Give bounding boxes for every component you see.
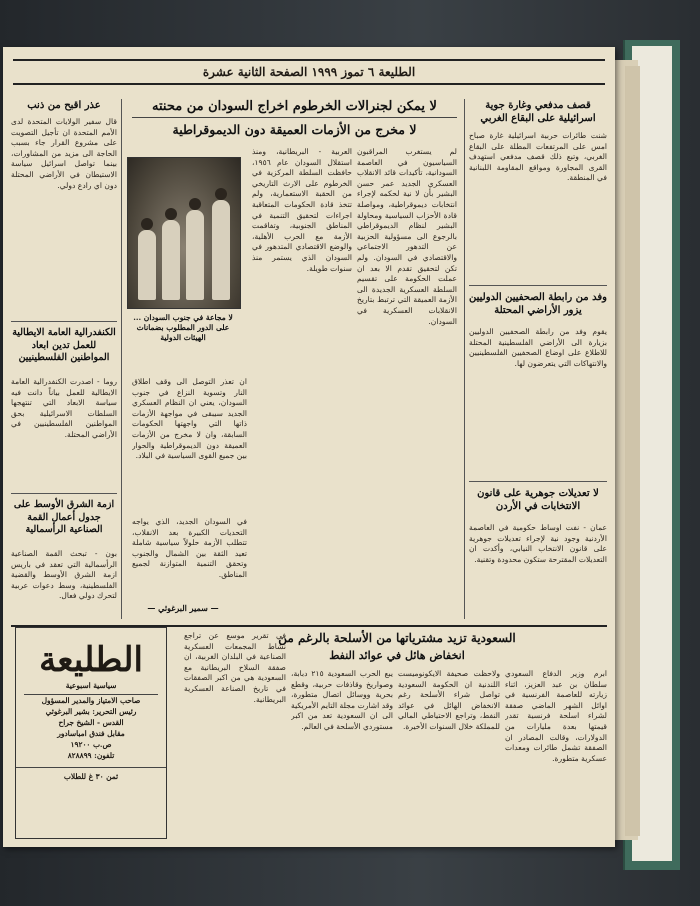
main-column-4: في السودان الجديد، الذي يواجه التحديات الكبيرة بعد الانقلاب، تتطلب الأزمة حلولاً سياسية شاملة تعيد الثقة بين الشمال والجنوب وتحقق التنمية المتوازنة لجميع المناطق. bbox=[132, 517, 247, 579]
article-rule bbox=[11, 493, 117, 494]
bottom-headline: السعودية تزيد مشترياتها من الأسلحة بالرغم من bbox=[278, 631, 516, 645]
column-rule bbox=[464, 99, 465, 619]
imprint-line: تلفون: ٨٢٨٨٩٩ bbox=[67, 751, 115, 760]
bottom-column-1: ابرم وزير الدفاع السعودي سلطان بن عبد العزيز، اثناء زيارته للعاصمة الفرنسية في اوائل الشهر الماضي صفقة لشراء اسلحة فرنسية تقدر قيمتها بعدة مليارات من الدولارات، وقالت المصادر ان الصفقة تشمل طائرات ومعدات عسكرية متطورة. bbox=[505, 669, 607, 763]
right-headline-3: لا تعديلات جوهرية على قانون الانتخابات في الأردن bbox=[477, 488, 599, 512]
right-article-3: عمان - نفت اوساط حكومية في العاصمة الأردنية وجود نية لإجراء تعديلات جوهرية على قانون الانتخاب النيابي، وأكدت ان التعديلات المقترحة ستكون محدودة وتقنية. bbox=[469, 523, 607, 564]
main-column-3: ان تعذر التوصل الى وقف اطلاق النار وتسوية النزاع في جنوب السودان، يعني ان النظام العسكري الجديد سيبقى في مواجهة الأزمات ذاتها التي واجهتها الحكومات السابقة، وان لا مخرج من الأزمات العميقة دون الديموقراطية والحوار بين جميع القوى السياسية في البلاد. bbox=[132, 377, 247, 461]
photo-figure bbox=[212, 200, 230, 300]
main-subheadline: لا مخرج من الأزمات العميقة دون الديموقراطية bbox=[172, 122, 417, 137]
article-rule bbox=[469, 285, 607, 286]
left-headline-3: ازمة الشرق الأوسط على جدول أعمال القمة الصناعية الرأسمالية bbox=[13, 499, 115, 535]
news-photo bbox=[127, 157, 241, 309]
left-article-1: قال سفير الولايات المتحدة لدى الأمم المتحدة ان تأجيل التصويت على مشروع القرار جاء بسبب الحاجة الى مزيد من المشاورات، بينما تواصل اسرائيل سياسة الاستيطان في الأراضي المحتلة دون اي رادع دولي. bbox=[11, 117, 117, 190]
photo-figure bbox=[186, 210, 204, 300]
article-author: — سمير البرغوثي — bbox=[147, 603, 219, 613]
main-column-1: لم يستغرب المراقبون السياسيون في العاصمة السودانية، تأكيدات قائد الانقلاب العسكري الجديد عمر حسن البشير بأن لا نية لحكمه لإجراء انتخابات ديموقراطية، ومواصلة قادة الأحزاب السياسية ومحاولة البشير لنظام الديموقراطي بالرجوع الى مسؤولية الحزبية عن التدهور الاجتماعي والاقتصادي في السودان. ولم تكن لتحقيق تقدم الا بعد ان عملت الحكومة على تقسيم السلطة العسكرية الجديدة الى الأزمة العميقة التي ترتبط بتاريخ الانقلابات العسكرية في السودان. bbox=[357, 147, 457, 326]
main-column-2: العربية - البريطانية، ومنذ استقلال السودان عام ١٩٥٦، حافظت السلطة المركزية في الخرطوم على الارث التاريخي من الحقبة الاستعمارية، ولم تتخذ قادة الحكومات المتعاقبة اجراءات لتحقيق التنمية في المناطق الجنوبية، وتفاقمت الأزمة مع الحرب الأهلية، والوضع الاقتصادي المتدهور في السودان الذي يستمر منذ سنوات طويلة. bbox=[252, 147, 352, 273]
article-rule bbox=[11, 321, 117, 322]
imprint-line: رئيس التحرير: بشير البرغوثي bbox=[45, 707, 137, 716]
page-stack-edge-inner bbox=[625, 66, 640, 836]
left-article-2: روما - اصدرت الكنفدرالية العامة الايطالية للعمل بياناً دانت فيه سياسة الابعاد التي تنتهجها السلطات الاسرائيلية بحق المواطنين الفلسطينيين في الأراضي المحتلة. bbox=[11, 377, 117, 439]
imprint-tagline: سياسية اسبوعية bbox=[24, 680, 158, 695]
newspaper-logo: الطليعة bbox=[39, 640, 143, 680]
left-headline-1: عذر اقبح من ذنب bbox=[27, 100, 101, 111]
bottom-column-4: في تقرير موسع عن تراجع نشاط المجمعات العسكرية الصناعية في البلدان الغربية، ان صفقة السلاح البريطانية مع السعودية هي من اكبر الصفقات في تاريخ الصناعة العسكرية البريطانية. bbox=[184, 631, 286, 704]
main-headline: لا يمكن لجنرالات الخرطوم اخراج السودان من محنته bbox=[132, 99, 457, 118]
left-headline-2: الكنفدرالية العامة الايطالية للعمل تدين ابعاد المواطنين الفلسطينيين bbox=[12, 327, 116, 363]
imprint-line: مقابل فندق امباسادور bbox=[57, 729, 125, 738]
left-article-3: بون - تبحث القمة الصناعية الرأسمالية التي تعقد في باريس ازمة الشرق الأوسط والقضية الفلسطينية، وسط دعوات عربية لتحرك دولي فعال. bbox=[11, 549, 117, 601]
right-article-1: شنت طائرات حربية اسرائيلية غارة صباح امس على المرتفعات المطلة على البقاع الغربي، وتبع ذلك قصف مدفعي استهدف القرى المجاورة ومواقع المقاومة اللبنانية في المنطقة. bbox=[469, 131, 607, 183]
bottom-subheadline: انخفاض هائل في عوائد النفط bbox=[329, 649, 465, 662]
imprint-line: ص.ب ١٩٢٠٠ bbox=[70, 740, 112, 749]
column-rule bbox=[121, 99, 122, 619]
bottom-column-2: ولاحظت صحيفة الايكونوميست اللندنية ان الحكومة السعودية تواصل شراء الأسلحة رغم الانخفاض الهائل في عوائد النفط، وتراجع الاحتياطي المالي للمملكة خلال السنوات الأخيرة. bbox=[398, 669, 500, 731]
right-headline-2: وفد من رابطة الصحفيين الدوليين يزور الأراضي المحتلة bbox=[469, 292, 607, 316]
right-headline-1: قصف مدفعي وغارة جوية اسرائيلية على البقاع الغربي bbox=[480, 100, 596, 124]
right-article-2: يقوم وفد من رابطة الصحفيين الدوليين بزيارة الى الأراضي الفلسطينية المحتلة للاطلاع على اوضاع الصحفيين الفلسطينيين والانتهاكات التي يتعرضون لها. bbox=[469, 327, 607, 368]
photo-figure bbox=[162, 220, 180, 300]
newspaper-page bbox=[3, 47, 615, 847]
article-rule bbox=[469, 481, 607, 482]
photo-caption: لا مجاعة في جنوب السودان ... على الدور المطلوب بضمانات الهيئات الدولية bbox=[133, 313, 233, 342]
bottom-column-3: يبع الحرب السعودية ٢١٥ دبابة، وصواريخ وقاذفات حربية، وقطع بحرية ووسائل اتصال متطورة، وقد اشارت مجلة التايم الأمريكية الى ان السعودية تعد من اكبر مستوردي الأسلحة في العالم. bbox=[291, 669, 393, 731]
photo-figure bbox=[138, 230, 156, 300]
imprint-box bbox=[15, 627, 167, 839]
imprint-line: صاحب الامتياز والمدير المسؤول bbox=[41, 696, 141, 705]
masthead: الطليعة ٦ تموز ١٩٩٩ الصفحة الثانية عشرة bbox=[13, 59, 605, 85]
imprint-line: القدس - الشيخ جراح bbox=[58, 718, 124, 727]
imprint-price: ثمن ٣٠ غ للطلاب bbox=[16, 767, 166, 782]
